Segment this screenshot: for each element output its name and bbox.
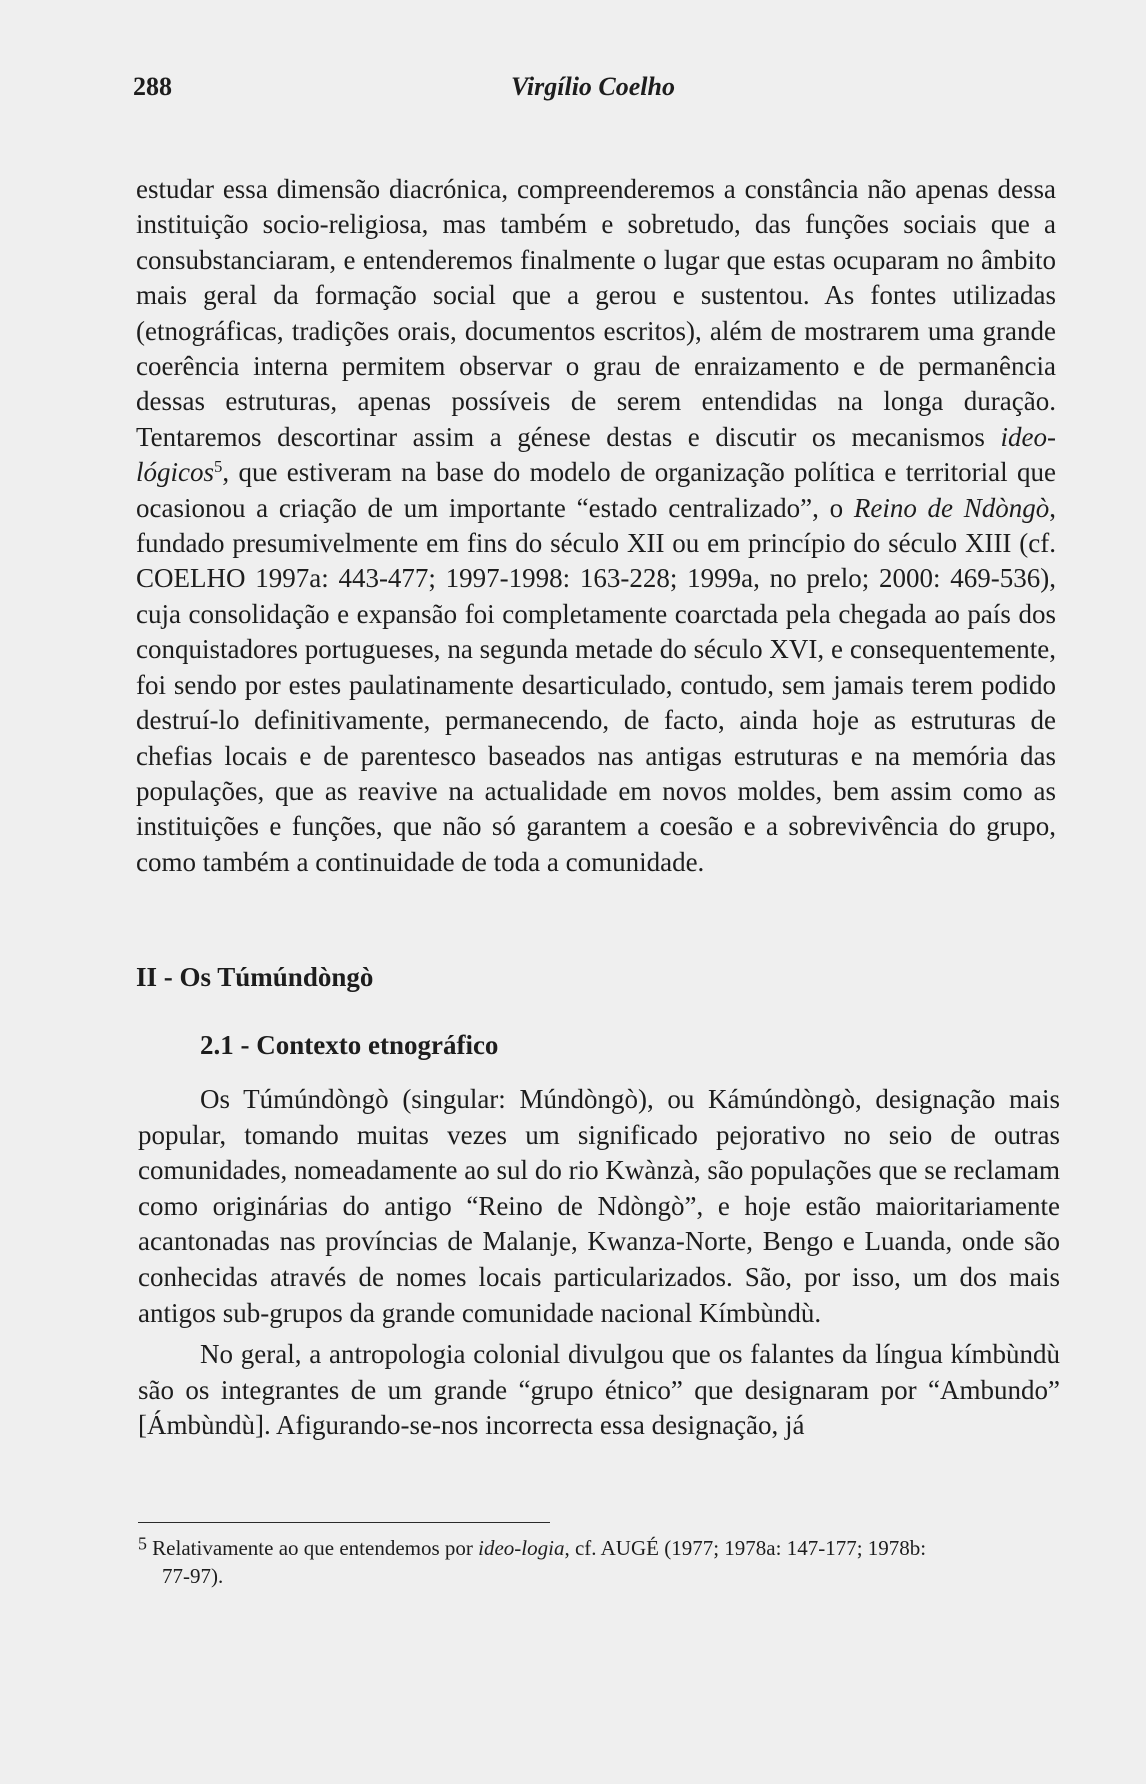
section-heading: II - Os Túmúndòngò (136, 962, 374, 992)
reino-de-ndongo-term: Reino de Ndòngò (853, 492, 1050, 523)
subsection-heading: 2.1 - Contexto etnográfico (200, 1030, 499, 1060)
paragraph-1 (136, 172, 1056, 880)
footnote-italic-term: ideo-logia (478, 1536, 565, 1560)
body-text-top (136, 172, 1056, 880)
footnote-continuation: 77-97). (162, 1564, 224, 1588)
body-text-bottom (138, 1082, 1060, 1444)
footnote-text-b: , cf. AUGÉ (1977; 1978a: 147-177; 1978b: (564, 1536, 927, 1560)
footnote-mark: 5 (138, 1533, 147, 1554)
paragraph-1-text-b: , que estiveram na base do modelo de organização política e territorial que ocasionou a criação de um importante “estado centralizado”, o (136, 457, 1056, 523)
page-header (133, 72, 1063, 106)
footnote-text-a: Relativamente ao que entendemos por (146, 1536, 479, 1560)
paragraph-1-text-a: estudar essa dimensão diacrónica, compreenderemos a constância não apenas dessa instituição socio-religiosa, mas também e sobretudo, das funções sociais que a consubstanciaram, e entenderemos finalmente o lugar que estas ocuparam no âmbito mais geral da formação social que a gerou e sustentou. As fontes utilizadas (etnográficas, tradições orais, documentos escritos), além de mostrarem uma grande coerência interna permitem observar o grau de enraizamento e de permanência dessas estruturas, apenas possíveis de serem entendidas na longa duração. Tentaremos descortinar assim a génese destas e discutir os mecanismos (136, 174, 1056, 452)
paragraph-1-text-c: , fundado presumivelmente em fins do século XII ou em princípio do século XIII (cf. COELHO 1997a: 443-477; 1997-1998: 163-228; 1999a, no prelo; 2000: 469-536), cuja consolidação e expansão foi completamente coarctada pela chegada ao país dos conquistadores portugueses, na segunda metade do século XVI, e consequentemente, foi sendo por estes paulatinamente desarticulado, contudo, sem jamais terem podido destruí-lo definitivamente, permanecendo, de facto, ainda hoje as estruturas de chefias locais e de parentesco baseados nas antigas estruturas e na memória das populações, que as reavive na actualidade em novos moldes, bem assim como as instituições e funções, que não só garantem a coesão e a sobrevivência do grupo, como também a continuidade de toda a comunidade. (136, 492, 1056, 877)
paragraph-3: No geral, a antropologia colonial divulgou que os falantes da língua kímbùndù são os integrantes de um grande “grupo étnico” que designaram por “Ambundo” [Ámbùndù]. Afigurando-se-nos incorrecta essa designação, já (138, 1339, 1060, 1441)
running-title: Virgílio Coelho (511, 72, 675, 101)
footnote (138, 1534, 1058, 1590)
footnote-divider (138, 1522, 550, 1523)
page-number: 288 (133, 72, 172, 101)
ideo-logicos-term: ideo-lógicos (136, 421, 1056, 488)
paragraph-2: Os Túmúndòngò (singular: Múndòngò), ou Kámúndòngò, designação mais popular, tomando muitas vezes um significado pejorativo no seio de outras comunidades, nomeadamente ao sul do rio Kwànzà, são populações que se reclamam como originárias do antigo “Reino de Ndòngò”, e hoje estão maioritariamente acantonadas nas províncias de Malanje, Kwanza-Norte, Bengo e Luanda, onde são conhecidas através de nomes locais particularizados. São, por isso, um dos mais antigos sub-grupos da grande comunidade nacional Kímbùndù. (138, 1084, 1060, 1328)
footnote-reference: 5 (214, 457, 223, 477)
